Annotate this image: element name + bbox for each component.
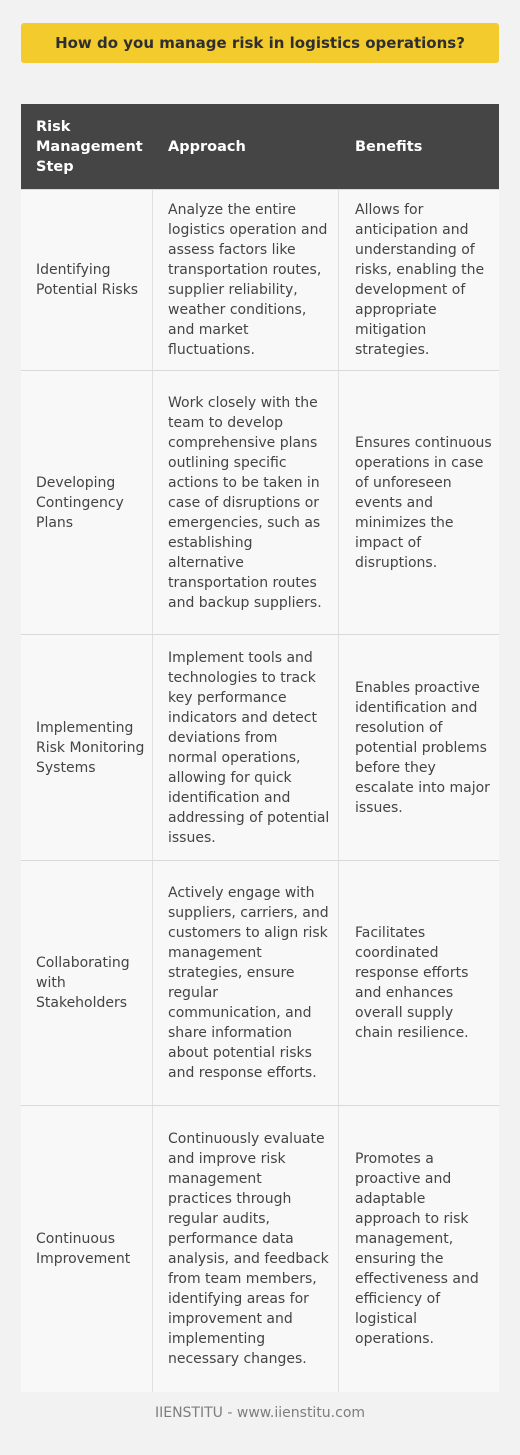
footer-credit: IIENSTITU - www.iienstitu.com xyxy=(154,1405,366,1421)
table-row xyxy=(21,1105,499,1392)
table-row xyxy=(21,189,499,370)
cell-approach: Actively engage with suppliers, carriers, and customers to align risk management strategies, ensure regular communication, and share information about potential risks and response efforts. xyxy=(153,861,339,1105)
cell-benefits: Enables proactive identification and resolution of potential problems before they escalate into major issues. xyxy=(355,679,490,816)
cell-approach: Work closely with the team to develop comprehensive plans outlining specific actions to be taken in case of disruptions or emergencies, such as establishing alternative transportation routes and backup suppliers. xyxy=(153,371,339,634)
cell-step: Collaborating with Stakeholders xyxy=(21,861,153,1105)
table-header xyxy=(21,104,499,189)
table-row xyxy=(21,860,499,1105)
cell-approach: Implement tools and technologies to track key performance indicators and detect deviations from normal operations, allowing for quick identification and addressing of potential issues. xyxy=(153,635,339,860)
cell-step: Continuous Improvement xyxy=(21,1106,153,1392)
header-approach: Approach xyxy=(168,138,246,155)
table-row xyxy=(21,634,499,860)
title-banner xyxy=(21,23,499,63)
cell-approach: Analyze the entire logistics operation and assess factors like transportation routes, supplier reliability, weather conditions, and market fluctuations. xyxy=(153,190,339,370)
cell-approach: Continuously evaluate and improve risk management practices through regular audits, performance data analysis, and feedback from team members, identifying areas for improvement and implementing necessary changes. xyxy=(153,1106,339,1392)
risk-table xyxy=(21,104,499,1392)
cell-benefits: Allows for anticipation and understanding of risks, enabling the development of appropriate mitigation strategies. xyxy=(355,202,485,358)
page-title: How do you manage risk in logistics operations? xyxy=(55,34,465,52)
table-row xyxy=(21,370,499,634)
cell-step: Developing Contingency Plans xyxy=(21,371,153,634)
header-risk-step: Risk Management Step xyxy=(36,118,143,175)
cell-benefits: Facilitates coordinated response efforts and enhances overall supply chain resilience. xyxy=(355,925,469,1041)
cell-benefits: Promotes a proactive and adaptable approach to risk management, ensuring the effectiveness and efficiency of logistical operations. xyxy=(355,1151,479,1347)
header-benefits: Benefits xyxy=(355,138,423,155)
cell-benefits: Ensures continuous operations in case of unforeseen events and minimizes the impact of disruptions. xyxy=(355,434,492,571)
cell-step: Identifying Potential Risks xyxy=(21,190,153,370)
cell-step: Implementing Risk Monitoring Systems xyxy=(21,635,153,860)
